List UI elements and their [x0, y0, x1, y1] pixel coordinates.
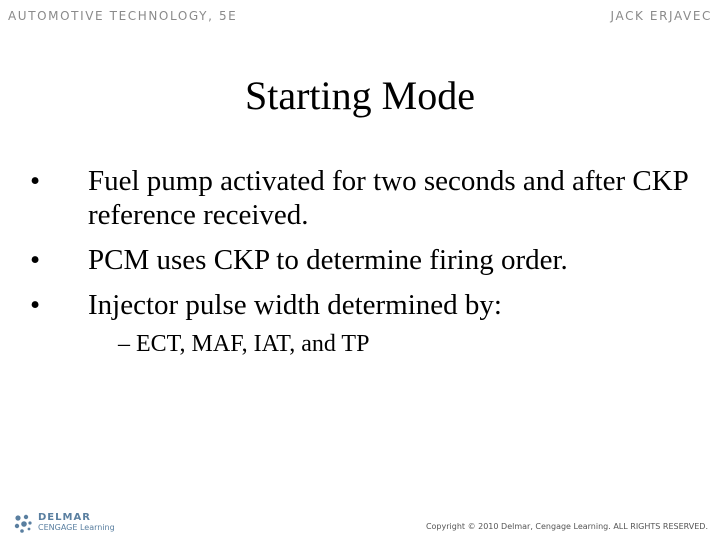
bullet-marker: •: [30, 244, 41, 276]
bullet-item: [30, 288, 710, 322]
bullet-item: [30, 243, 710, 277]
bullet-text: Injector pulse width determined by:: [88, 289, 502, 321]
logo-subtitle: CENGAGE Learning: [38, 523, 115, 532]
copyright-notice: Copyright © 2010 Delmar, Cengage Learning. ALL RIGHTS RESERVED.: [425, 522, 708, 531]
slide-title: Starting Mode: [245, 73, 475, 118]
delmar-logo-icon: [12, 512, 34, 534]
author-name: JACK ERJAVEC: [610, 9, 712, 23]
bullet-list: [30, 164, 710, 359]
bullet-item: [30, 164, 710, 232]
bullet-marker: •: [30, 165, 41, 197]
book-title: AUTOMOTIVE TECHNOLOGY, 5E: [8, 9, 238, 23]
bullet-text: Fuel pump activated for two seconds and after CKP reference received.: [88, 165, 688, 231]
logo-wordmark: DELMAR: [38, 512, 91, 523]
subbullet-marker: –: [118, 331, 130, 357]
logo-text: [38, 513, 115, 533]
subbullet-item: [30, 329, 710, 359]
subbullet-text: ECT, MAF, IAT, and TP: [136, 331, 370, 357]
publisher-logo: [12, 512, 115, 534]
bullet-text: PCM uses CKP to determine firing order.: [88, 244, 568, 276]
bullet-marker: •: [30, 289, 41, 321]
